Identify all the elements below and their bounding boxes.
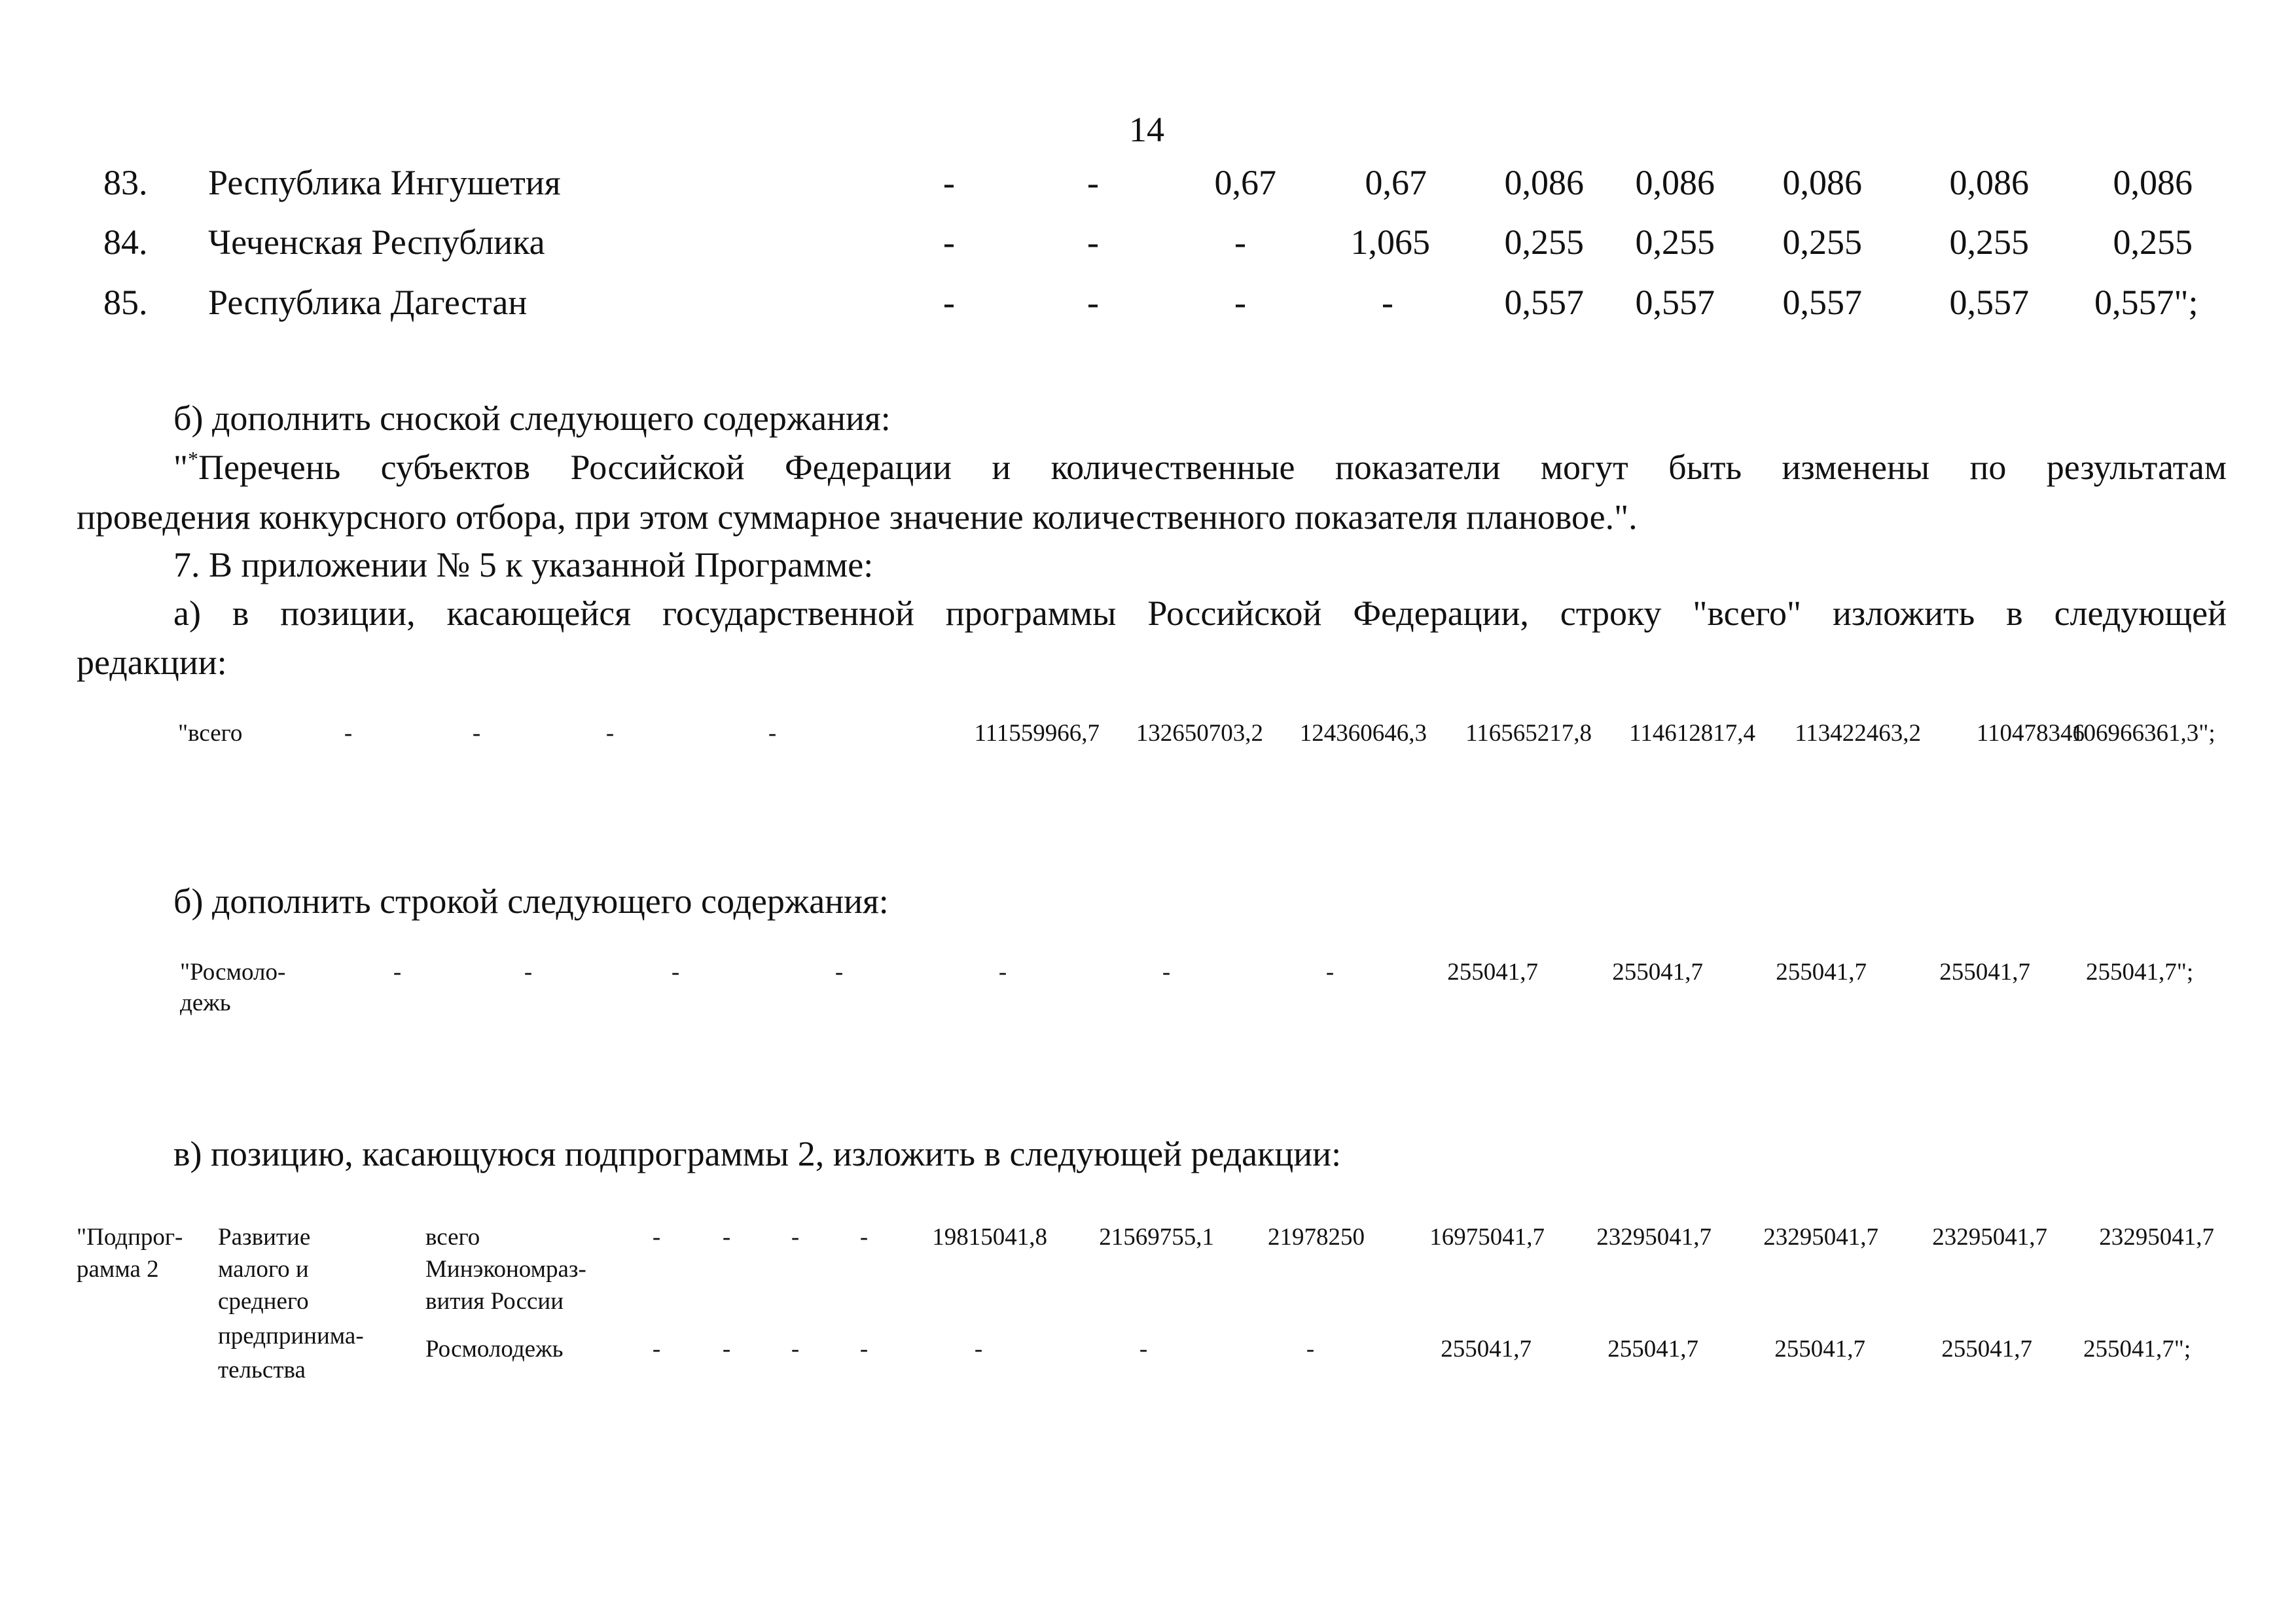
table-cell: 21569755,1: [1099, 1224, 1214, 1251]
table-cell: 0,255: [1949, 223, 2029, 262]
subprogram-code-line-1: "Подпрог-: [77, 1224, 183, 1251]
table-cell: -: [393, 959, 402, 986]
table-cell: -: [791, 1224, 800, 1251]
paragraph-a-text: а) в позиции, касающейся государственной программы Российской Федерации, строку "всего" изложить в следующей: [173, 594, 2227, 633]
table-cell: 114612817,4: [1629, 720, 1755, 747]
row-label: "всего: [178, 720, 243, 747]
subprogram-name-line: предпринима-: [218, 1323, 364, 1349]
table-cell: 23295041,7: [2099, 1224, 2214, 1251]
table-cell: 0,67: [1365, 163, 1427, 202]
table-cell: 0,255: [1635, 223, 1715, 262]
footnote-mark: *: [188, 447, 199, 471]
table-cell: 0,086: [1635, 163, 1715, 202]
table-cell: -: [722, 1224, 731, 1251]
table-cell: 111559966,7: [974, 720, 1100, 747]
table-cell: -: [1325, 959, 1335, 986]
subprogram-name-line: среднего: [218, 1288, 309, 1315]
table-cell: 116565217,8: [1465, 720, 1592, 747]
table-cell: 23295041,7: [1932, 1224, 2047, 1251]
footnote-line-1: [77, 448, 2227, 485]
table-cell: 23295041,7: [1763, 1224, 1878, 1251]
table-cell: 0,67: [1214, 163, 1276, 202]
table-cell: -: [998, 959, 1007, 986]
table-cell: -: [671, 959, 680, 986]
table-cell: -: [974, 1336, 983, 1363]
table-cell: 255041,7";: [2086, 959, 2194, 986]
table-cell: -: [1234, 283, 1246, 322]
table-cell: 255041,7: [1612, 959, 1703, 986]
table-cell: -: [472, 720, 481, 747]
table-cell: 255041,7: [1447, 959, 1538, 986]
executor-line: всего: [425, 1224, 480, 1251]
row-number: 83.: [103, 163, 148, 202]
table-cell: -: [344, 720, 353, 747]
region-name: Чеченская Республика: [208, 223, 545, 262]
table-cell: 0,557: [1504, 283, 1584, 322]
table-cell: -: [859, 1336, 869, 1363]
table-cell: 23295041,7: [1596, 1224, 1712, 1251]
table-cell: 0,255: [1782, 223, 1862, 262]
table-cell: 0,255: [1504, 223, 1584, 262]
row-number: 85.: [103, 283, 148, 322]
table-cell: -: [1087, 223, 1099, 262]
row-label-line-1: "Росмоло-: [180, 959, 286, 986]
subprogram-name-line: тельства: [218, 1357, 306, 1383]
table-cell: -: [943, 223, 955, 262]
subprogram-code-line-2: рамма 2: [77, 1256, 159, 1283]
table-cell: -: [605, 720, 615, 747]
table-cell: 0,086: [1949, 163, 2029, 202]
executor-line: вития России: [425, 1288, 564, 1315]
table-cell: 0,557: [1949, 283, 2029, 322]
table-cell: 132650703,2: [1136, 720, 1263, 747]
table-cell: 124360646,3: [1299, 720, 1427, 747]
table-cell: 1,065: [1350, 223, 1430, 262]
table-cell: 19815041,8: [932, 1224, 1047, 1251]
footnote-line-2: проведения конкурсного отбора, при этом суммарное значение количественного показателя плановое.".: [77, 497, 1638, 537]
table-cell: -: [524, 959, 533, 986]
paragraph-b-footnote: б) дополнить сноской следующего содержания:: [173, 399, 891, 438]
table-cell: 0,557";: [2094, 283, 2198, 322]
table-cell: 0,086: [2113, 163, 2193, 202]
table-cell: 0,086: [1504, 163, 1584, 202]
paragraph-v: в) позицию, касающуюся подпрограммы 2, изложить в следующей редакции:: [173, 1134, 1342, 1173]
row-number: 84.: [103, 223, 148, 262]
table-cell: 255041,7: [1941, 1336, 2032, 1363]
table-cell: 21978250: [1268, 1224, 1365, 1251]
table-cell: 255041,7: [1441, 1336, 1532, 1363]
table-cell: -: [652, 1336, 661, 1363]
page-number: 14: [1129, 110, 1164, 149]
table-cell: 255041,7: [1939, 959, 2030, 986]
table-cell: -: [859, 1224, 869, 1251]
table-cell: -: [768, 720, 777, 747]
table-cell: -: [1306, 1336, 1315, 1363]
paragraph-a-line-1: [77, 596, 2227, 631]
table-cell: -: [1087, 283, 1099, 322]
table-cell: -: [1234, 223, 1246, 262]
table-cell: -: [791, 1336, 800, 1363]
table-cell: 106966361,3";: [2072, 720, 2215, 747]
table-cell: 113422463,2: [1795, 720, 1921, 747]
table-cell: -: [943, 163, 955, 202]
table-cell: 255041,7: [1607, 1336, 1698, 1363]
paragraph-a-line-2: редакции:: [77, 643, 227, 682]
table-cell: 0,086: [1782, 163, 1862, 202]
executor-line: Минэкономраз-: [425, 1256, 586, 1283]
paragraph-b-row: б) дополнить строкой следующего содержания:: [173, 882, 889, 921]
table-cell: 255041,7: [1776, 959, 1867, 986]
table-cell: 255041,7";: [2083, 1336, 2191, 1363]
table-cell: 16975041,7: [1429, 1224, 1545, 1251]
table-cell: -: [1382, 283, 1393, 322]
footnote-open-quote: ": [173, 448, 188, 487]
table-cell: 255041,7: [1774, 1336, 1865, 1363]
table-cell: -: [834, 959, 844, 986]
footnote-text-1: Перечень субъектов Российской Федерации и количественные показатели могут быть изменены по результатам: [198, 448, 2227, 487]
region-name: Республика Ингушетия: [208, 163, 561, 202]
item-7-heading: 7. В приложении № 5 к указанной Программе:: [173, 545, 874, 584]
table-cell: 0,557: [1782, 283, 1862, 322]
table-cell: -: [652, 1224, 661, 1251]
subprogram-name-line: Развитие: [218, 1224, 311, 1251]
table-cell: 110478346: [1976, 720, 2085, 747]
subprogram-name-line: малого и: [218, 1256, 309, 1283]
table-cell: 0,557: [1635, 283, 1715, 322]
table-cell: 0,255: [2113, 223, 2193, 262]
table-cell: -: [943, 283, 955, 322]
row-label-line-2: дежь: [180, 990, 231, 1016]
table-cell: -: [1087, 163, 1099, 202]
table-cell: -: [1162, 959, 1171, 986]
table-cell: -: [722, 1336, 731, 1363]
region-name: Республика Дагестан: [208, 283, 528, 322]
table-cell: -: [1139, 1336, 1148, 1363]
executor-line: Росмолодежь: [425, 1336, 564, 1363]
